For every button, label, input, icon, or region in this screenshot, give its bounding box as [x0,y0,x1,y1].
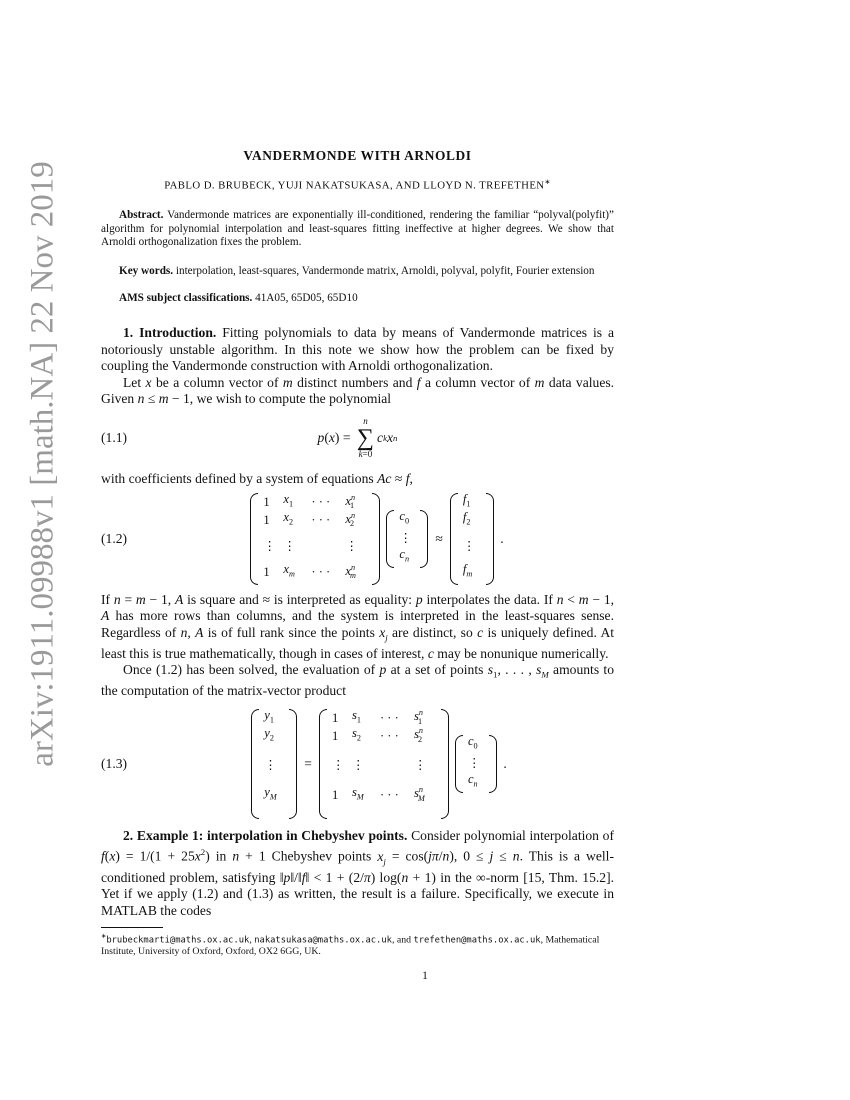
ams-label: AMS subject classifications. [119,292,253,305]
abstract [101,209,614,249]
keywords-text: interpolation, least-squares, Vandermonde matrix, Arnoldi, polyval, polyfit, Fourier extension [175,264,595,277]
email-nakatsukasa[interactable]: nakatsukasa@maths.ox.ac.uk [254,935,392,946]
section1-paragraph4: If n = m − 1, A is square and ≈ is interpreted as equality: p interpolates the data. If n < m − 1, A has more rows than columns, and the system is interpreted in the least-squares sense. Regardless of n, A is of full rank since the points $x_j$ are distinct, so c is uniquely defined. At least this is true mathematically, though in cases of interest, c may be nonunique numerically. [101,591,615,661]
paper-authors [101,174,614,194]
ams-text: 41A05, 65D05, 65D10 [255,292,358,305]
author-footnote-mark: ∗ [544,178,551,187]
author-list: PABLO D. BRUBECK, YUJI NAKATSUKASA, AND LLOYD N. TREFETHEN [164,180,545,192]
section1-p1-text: Fitting polynomials to data by means of Vandermonde matrices is a notoriously unstable algorithm. In this note we show how the problem can be fixed by coupling the Vandermonde construction with Arnoldi orthogonalization. [101,325,614,374]
section1-paragraph2: Let x be a column vector of m distinct numbers and f a column vector of m data values. Given n ≤ m − 1, we wish to compute the polynomial [101,374,615,407]
section1-paragraph3: with coefficients defined by a system of equations Ac ≈ f, [101,471,413,487]
keywords-label: Key words. [119,264,174,277]
arxiv-sidebar [20,160,66,767]
paper-page [101,148,614,958]
equation-number: (1.1) [101,430,128,446]
email-brubeck[interactable]: brubeckmarti@maths.ox.ac.uk [106,935,250,946]
section1-paragraph1 [101,325,614,374]
page-number: 1 [422,970,428,982]
equation-number: (1.2) [101,530,128,546]
arxiv-id: arXiv:1911.09988v1 [math.NA] 22 Nov 2019 [24,160,61,767]
abstract-text: Vandermonde matrices are exponentially ill-conditioned, rendering the familiar “polyval(polyfit)” algorithm for polynomial interpolation and least-squares fitting ineffective at higher degrees. We show that Arnoldi orthogonalization fixes the problem. [101,209,614,249]
footnote-affiliation: Mathematical Institute, University of Oxford, Oxford, OX2 6GG, UK. [101,934,600,958]
equation-1-3: (1.3) $y_1$ $y_2$ ⋮ $y_M$ = 1 $s_1$ · · · $s^n_1$ 1 $s_2$ · · · $s^n_2$ ⋮ ⋮ ⋮ 1 $s_M$ · · · $s^n_M$ $c_0$ ⋮ $c_n$ . [101,706,614,822]
equation-number: (1.3) [101,755,128,771]
keywords [101,265,614,278]
footnote-rule [101,927,163,928]
paper-title: VANDERMONDE WITH ARNOLDI [243,148,472,163]
ams-classifications [101,292,614,305]
email-trefethen[interactable]: trefethen@maths.ox.ac.uk [413,935,541,946]
section2-heading: 2. Example 1: interpolation in Chebyshev points. [123,827,408,843]
abstract-label: Abstract. [119,209,164,222]
footnote: ∗brubeckmarti@maths.ox.ac.uk, nakatsukasa@maths.ox.ac.uk, and trefethen@maths.ox.ac.uk, Mathematical Institute, University of Oxford, Oxford, OX2 6GG, UK. [101,933,600,958]
section2-paragraph1: 2. Example 1: interpolation in Chebyshev points. Consider polynomial interpolation of $f(x) = 1/(1 + 25x^2)$ in n + 1 Chebyshev points $x_j = \cos(j\pi/n)$, 0 ≤ j ≤ n. This is a well-conditioned problem, satisfying ‖p‖/‖f‖ < 1 + (2/π) log(n + 1) in the ∞-norm [15, Thm. 15.2]. Yet if we apply (1.2) and (1.3) as written, the result is a failure. Specifically, we execute in MATLAB the codes [101,827,614,918]
section1-paragraph5: Once (1.2) has been solved, the evaluation of p at a set of points $s_1$, . . . , $s_M$ amounts to the computation of the matrix-vector product [101,662,615,699]
equation-1-2: (1.2) 1 $x_1$ · · · $x^n_1$ 1 $x_2$ · · · $x^n_2$ ⋮ ⋮ ⋮ 1 $x_m$ · · · $x^n_m$ $c_0$ ⋮ $c_n$ ≈ $f_1$ $f_2$ ⋮ $f_m$ . [101,490,614,588]
equation-1-1: (1.1) p ( x ) = n ∑ k=0 c k x n [101,416,398,460]
footnote-mark: ∗ [101,933,107,941]
section1-heading: 1. Introduction. [123,325,217,341]
